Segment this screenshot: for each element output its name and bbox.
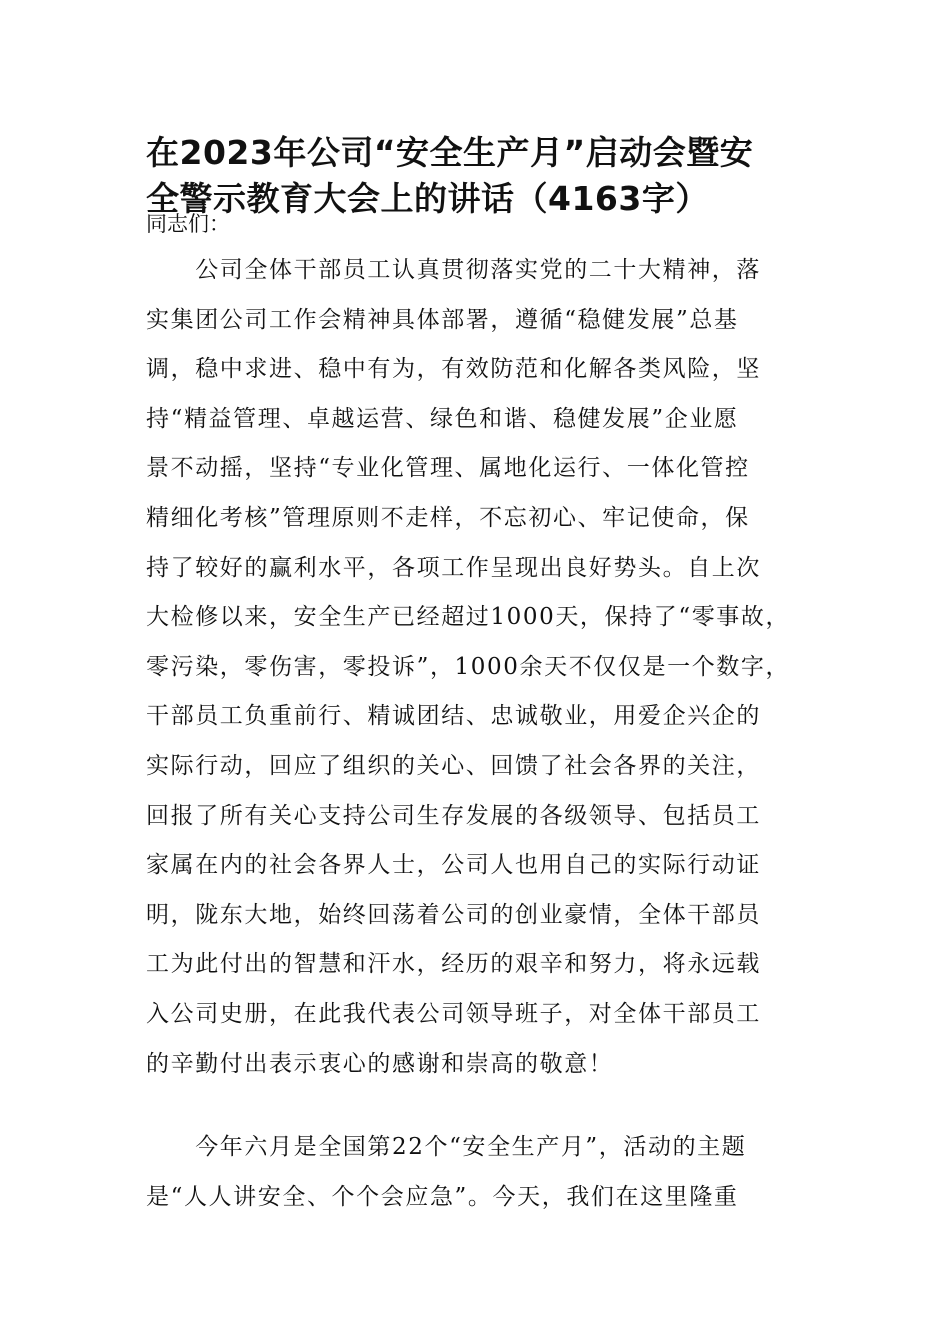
text-line: 大检修以来，安全生产已经超过1000天，保持了“零事故，: [146, 604, 791, 631]
text-line: 干部员工负重前行、精诚团结、忠诚敬业，用爱企兴企的: [146, 703, 761, 730]
paragraph-1: [146, 246, 836, 1089]
text-line: 家属在内的社会各界人士，公司人也用自己的实际行动证: [146, 852, 761, 879]
title-line: 在2023年公司“安全生产月”启动会暨安: [146, 133, 754, 172]
text-line: 公司全体干部员工认真贯彻落实党的二十大精神，落: [146, 257, 761, 283]
paragraph-2: [146, 1123, 836, 1222]
text-line: 调，稳中求进、稳中有为，有效防范和化解各类风险，坚: [146, 356, 761, 383]
text-line: 的辛勤付出表示衷心的感谢和崇高的敬意！: [146, 1050, 614, 1077]
text-line: 持“精益管理、卓越运营、绿色和谐、稳健发展”企业愿: [146, 405, 739, 432]
text-line: 明，陇东大地，始终回荡着公司的创业豪情，全体干部员: [146, 901, 761, 928]
text-line: 是“人人讲安全、个个会应急”。今天，我们在这里隆重: [146, 1183, 739, 1210]
document-title: [146, 130, 826, 222]
text-line: 今年六月是全国第22个“安全生产月”，活动的主题: [146, 1134, 747, 1160]
title-line: 全警示教育大会上的讲话（4163字）: [146, 179, 709, 218]
text-line: 精细化考核”管理原则不走样，不忘初心、牢记使命，保: [146, 504, 750, 531]
text-line: 回报了所有关心支持公司生存发展的各级领导、包括员工: [146, 802, 761, 829]
text-line: 实集团公司工作会精神具体部署，遵循“稳健发展”总基: [146, 306, 739, 333]
text-line: 零污染，零伤害，零投诉”，1000余天不仅仅是一个数字，: [146, 653, 791, 680]
salutation: 同志们：: [146, 212, 230, 236]
text-line: 入公司史册，在此我代表公司领导班子，对全体干部员工: [146, 1000, 761, 1027]
text-line: 工为此付出的智慧和汗水，经历的艰辛和努力，将永远载: [146, 951, 761, 978]
text-line: 实际行动，回应了组织的关心、回馈了社会各界的关注，: [146, 752, 761, 779]
text-line: 持了较好的赢利水平，各项工作呈现出良好势头。自上次: [146, 554, 761, 581]
text-line: 景不动摇，坚持“专业化管理、属地化运行、一体化管控: [146, 455, 750, 482]
